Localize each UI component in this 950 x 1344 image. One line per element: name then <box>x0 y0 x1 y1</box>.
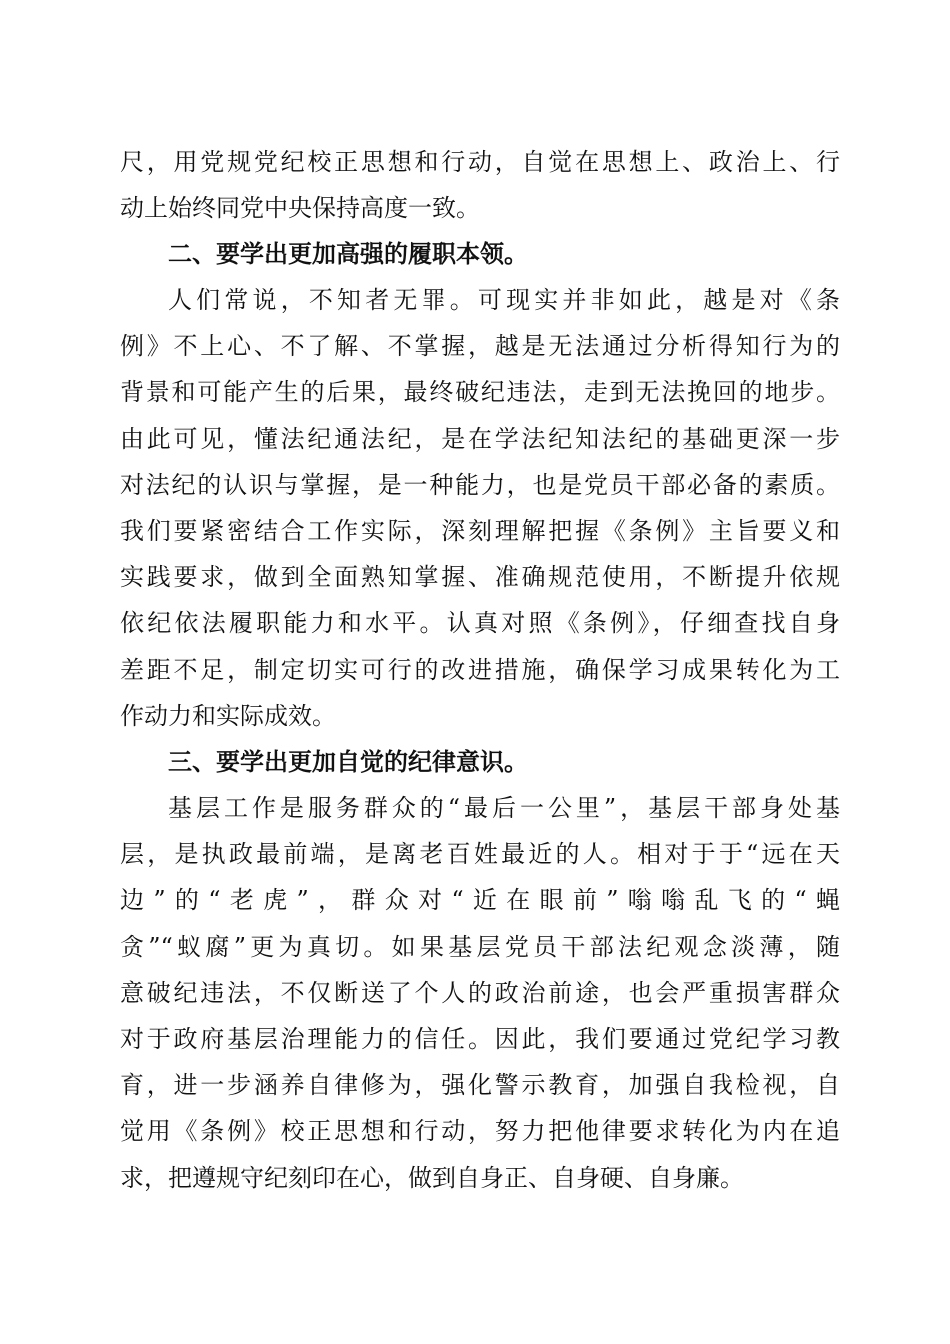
text-line: 动上始终同党中央保持高度一致。 <box>120 194 480 223</box>
text-line: 意破纪违法，不仅断送了个人的政治前途，也会严重损害群众 <box>120 978 840 1007</box>
text-line: 基层工作是服务群众的“最后一公里”，基层干部身处基 <box>168 794 840 822</box>
text-line: 边”的“老虎”，群众对“近在眼前”嗡嗡乱飞的“蝇 <box>120 886 840 915</box>
text-line: 贪”“蚁腐”更为真切。如果基层党员干部法纪观念淡薄，随 <box>120 932 840 961</box>
text-line: 背景和可能产生的后果，最终破纪违法，走到无法挽回的地步。 <box>120 378 840 407</box>
text-line: 层，是执政最前端，是离老百姓最近的人。相对于于“远在天 <box>120 840 840 869</box>
text-line: 育，进一步涵养自律修为，强化警示教育，加强自我检视，自 <box>120 1071 840 1100</box>
paragraph-continuation <box>120 139 840 231</box>
text-line: 觉用《条例》校正思想和行动，努力把他律要求转化为内在追 <box>120 1117 840 1146</box>
text-line: 例》不上心、不了解、不掌握，越是无法通过分析得知行为的 <box>120 332 840 361</box>
text-line: 由此可见，懂法纪通法纪，是在学法纪知法纪的基础更深一步 <box>120 424 840 453</box>
heading-text: 三、要学出更加自觉的纪律意识。 <box>168 748 528 776</box>
text-line: 求，把遵规守纪刻印在心，做到自身正、自身硬、自身廉。 <box>120 1163 744 1192</box>
text-line: 我们要紧密结合工作实际，深刻理解把握《条例》主旨要义和 <box>120 516 840 545</box>
text-line: 对于政府基层治理能力的信任。因此，我们要通过党纪学习教 <box>120 1024 840 1053</box>
text-line: 作动力和实际成效。 <box>120 701 336 730</box>
text-line: 对法纪的认识与掌握，是一种能力，也是党员干部必备的素质。 <box>120 470 840 499</box>
text-line: 实践要求，做到全面熟知掌握、准确规范使用，不断提升依规 <box>120 563 840 592</box>
paragraph-2 <box>120 277 840 739</box>
text-line: 尺，用党规党纪校正思想和行动，自觉在思想上、政治上、行 <box>120 148 840 176</box>
section-heading-2 <box>120 231 888 277</box>
text-line: 人们常说，不知者无罪。可现实并非如此，越是对《条 <box>168 286 840 314</box>
text-line: 差距不足，制定切实可行的改进措施，确保学习成果转化为工 <box>120 655 840 684</box>
paragraph-3 <box>120 785 840 1201</box>
section-heading-3 <box>120 739 888 785</box>
text-line: 依纪依法履职能力和水平。认真对照《条例》，仔细查找自身 <box>120 609 840 638</box>
heading-text: 二、要学出更加高强的履职本领。 <box>168 240 528 268</box>
